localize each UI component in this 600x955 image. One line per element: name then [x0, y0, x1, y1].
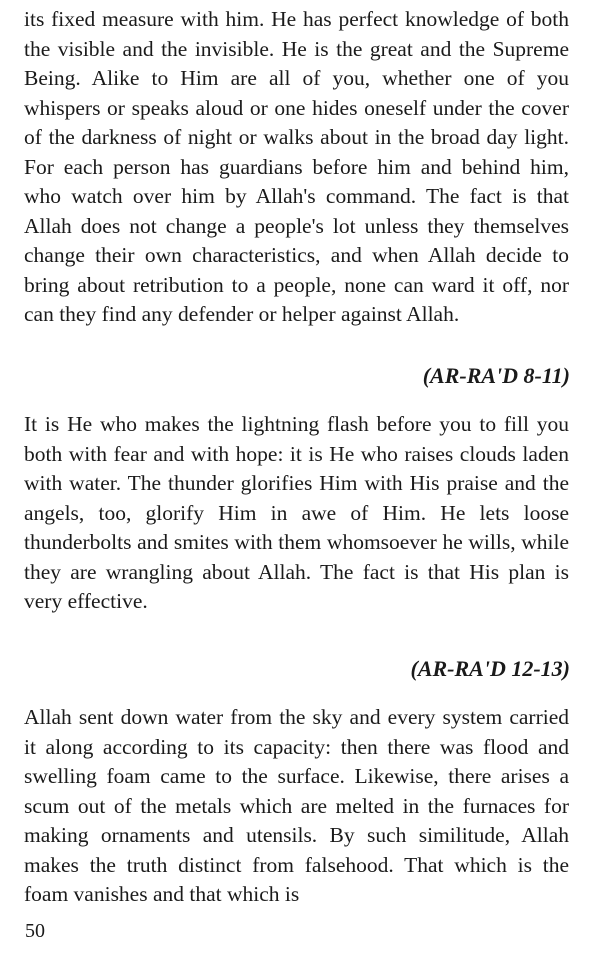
verse-reference-2: (AR-RA'D 12-13) [410, 656, 570, 681]
paragraph-1: its fixed measure with him. He has perfect knowledge of both the visible and the invisible. He is the great and the Supreme Being. Alike to Him are all of you, whether one of you whispers or speaks aloud or one hides oneself under the cover of the darkness of night or walks about in the broad day light. For each person has guardians before him and behind him, who watch over him by Allah's command. The fact is that Allah does not change a people's lot unless they themselves change their own characteristics, and when Allah decide to bring about retribution to a people, none can ward it off, nor can they find any defender or helper against Allah. [24, 7, 569, 326]
verse-reference-1: (AR-RA'D 8-11) [422, 363, 570, 388]
paragraph-3: Allah sent down water from the sky and every system carried it along according to its capacity: then there was flood and swelling foam came to the surface. Likewise, there arises a scum out of the metals which are melted in the furnaces for making ornaments and utensils. By such similitude, Allah makes the truth distinct from falsehood. That which is the foam vanishes and that which is [24, 705, 569, 906]
page-number: 50 [25, 920, 45, 942]
paragraph-2: It is He who makes the lightning flash before you to fill you both with fear and with hope: it is He who raises clouds laden with water. The thunder glorifies Him with His praise and the angels, too, glorify Him in awe of Him. He lets loose thunderbolts and smites with them whomsoever he wills, while they are wrangling about Allah. The fact is that His plan is very effective. [24, 412, 569, 613]
